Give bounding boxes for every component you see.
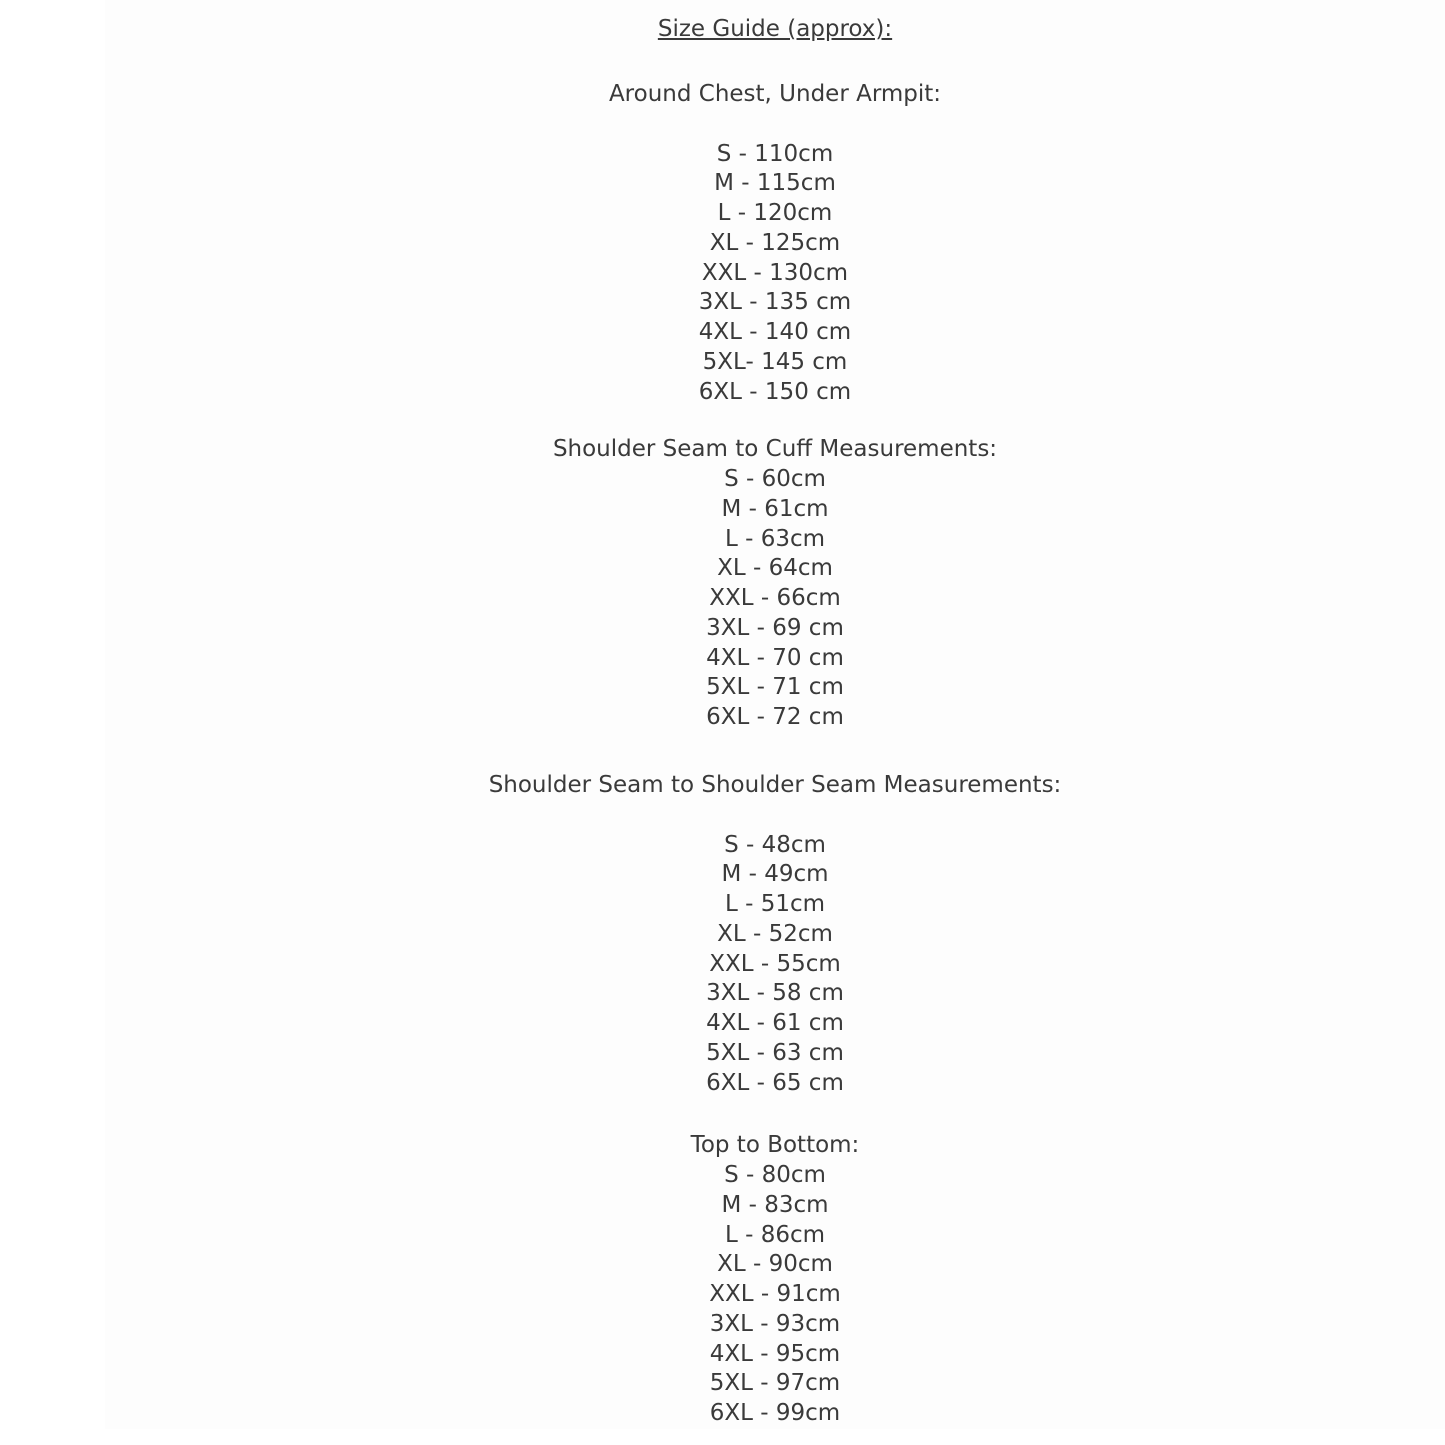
size-row: M - 49cm [721, 861, 829, 888]
size-row: 5XL - 63 cm [706, 1039, 844, 1066]
size-row: L - 86cm [724, 1221, 826, 1248]
size-row: S - 110cm [716, 140, 834, 167]
size-list [105, 1161, 1445, 1429]
size-row: 5XL - 71 cm [706, 674, 844, 701]
size-list [105, 465, 1445, 733]
size-row: 5XL - 97cm [709, 1370, 841, 1397]
section-heading: Top to Bottom: [690, 1132, 860, 1159]
size-row: 4XL - 61 cm [706, 1010, 844, 1036]
size-row: XXL - 66cm [709, 585, 841, 611]
size-row: M - 115cm [714, 170, 836, 197]
size-row: XXL - 55cm [709, 950, 841, 977]
size-row: L - 120cm [717, 200, 833, 226]
size-row: 4XL - 140 cm [698, 319, 852, 345]
size-row: XL - 125cm [709, 229, 841, 256]
section-heading: Shoulder Seam to Cuff Measurements: [552, 436, 998, 463]
size-row: L - 63cm [724, 525, 826, 552]
size-row: XXL - 130cm [701, 259, 849, 286]
size-list [105, 140, 1445, 408]
size-row: M - 83cm [721, 1191, 829, 1218]
size-row: 4XL - 95cm [709, 1340, 841, 1367]
size-row: XL - 90cm [717, 1251, 833, 1278]
size-row: 3XL - 69 cm [706, 614, 844, 641]
size-row: L - 51cm [724, 891, 826, 917]
section-shoulder-to-cuff [105, 435, 1445, 733]
size-row: 6XL - 150 cm [698, 378, 852, 405]
size-row: M - 61cm [721, 495, 829, 522]
section-around-chest [105, 80, 1445, 408]
size-row: S - 80cm [724, 1162, 826, 1188]
size-row: 6XL - 72 cm [706, 704, 844, 730]
size-row: S - 48cm [724, 831, 826, 858]
size-row: 6XL - 99cm [709, 1400, 841, 1426]
size-row: 3XL - 58 cm [706, 980, 844, 1007]
size-list [105, 831, 1445, 1099]
size-row: S - 60cm [724, 466, 826, 492]
size-row: 5XL- 145 cm [702, 348, 848, 375]
size-row: 4XL - 70 cm [706, 644, 844, 671]
size-row: 6XL - 65 cm [706, 1069, 844, 1096]
size-row: XXL - 91cm [709, 1281, 841, 1307]
size-row: XL - 64cm [717, 555, 833, 582]
section-top-to-bottom [105, 1131, 1445, 1429]
section-heading: Around Chest, Under Armpit: [608, 80, 942, 107]
page-title: Size Guide (approx): [657, 16, 893, 42]
size-guide-document [105, 0, 1445, 1429]
size-row: 3XL - 93cm [709, 1310, 841, 1337]
size-row: XL - 52cm [717, 920, 833, 947]
section-heading: Shoulder Seam to Shoulder Seam Measurements: [488, 771, 1062, 798]
size-row: 3XL - 135 cm [698, 289, 852, 316]
section-shoulder-to-shoulder [105, 771, 1445, 1099]
